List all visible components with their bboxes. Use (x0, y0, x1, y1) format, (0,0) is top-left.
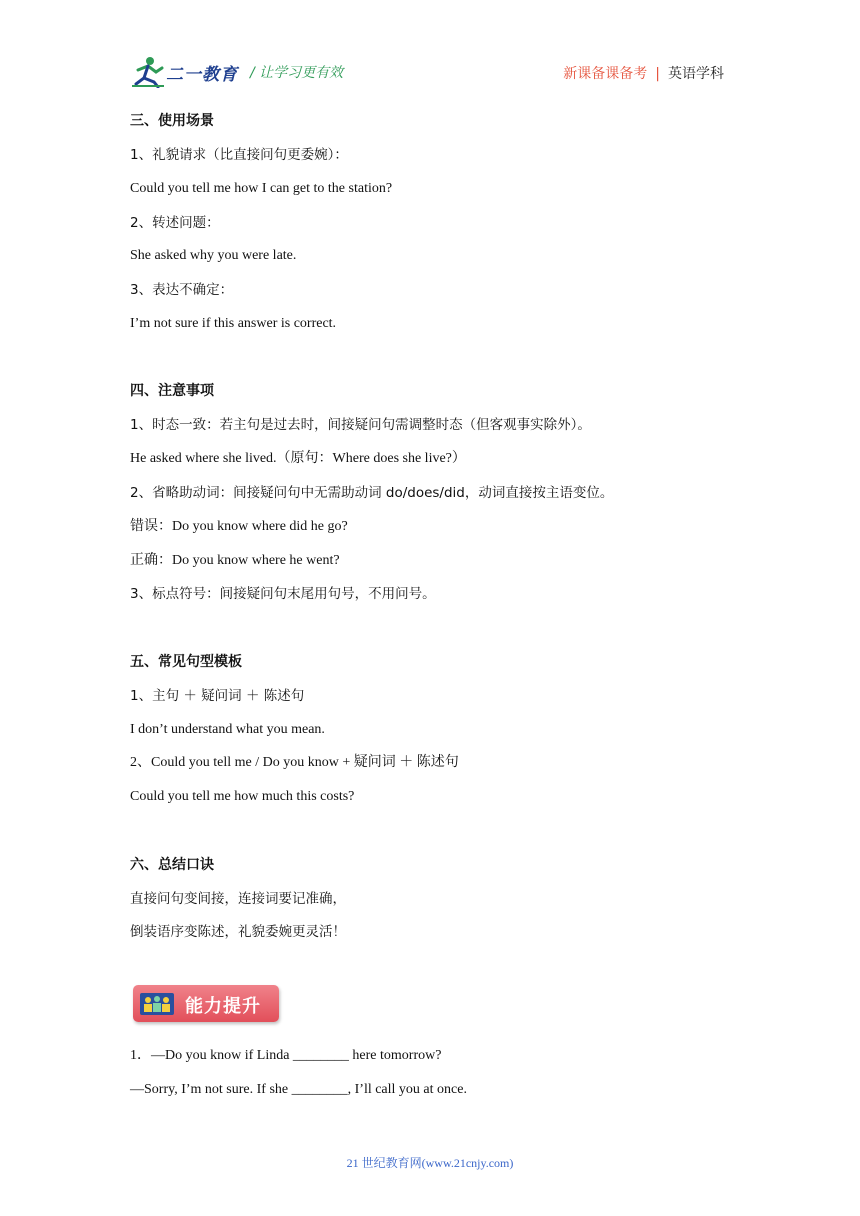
text-line: 2、省略助动词：间接疑问句中无需助动词 do/does/did，动词直接按主语变位。 (130, 485, 614, 501)
runner-logo-icon (130, 56, 166, 88)
exercise-question: —Sorry, I’m not sure. If she ________, I’ll call you at once. (130, 1082, 467, 1097)
text-line: 3、表达不确定： (130, 282, 234, 298)
text-line: 2、转述问题： (130, 215, 220, 231)
text-line: 1、时态一致：若主句是过去时，间接疑问句需调整时态（但客观事实除外）。 (130, 417, 591, 433)
section-heading: 五、常见句型模板 (130, 654, 242, 670)
section-heading: 四、注意事项 (130, 383, 214, 399)
logo-text: 二一教育 (166, 65, 238, 85)
course-label: 新课备课备考 (563, 66, 648, 82)
header-separator: | (655, 66, 660, 82)
page-footer: 21 世纪教育网(www.21cnjy.com) (346, 1156, 514, 1170)
slogan: / 让学习更有效 (250, 65, 344, 81)
example-sentence: He asked where she lived.（原句：Where does she live?） (130, 451, 466, 466)
people-icon (140, 993, 174, 1015)
exercise-question: 1．—Do you know if Linda ________ here tomorrow? (130, 1048, 442, 1063)
text-line: 1、主句 ＋ 疑问词 ＋ 陈述句 (130, 688, 305, 704)
banner-label: 能力提升 (185, 996, 261, 1017)
section-heading: 六、总结口诀 (130, 857, 214, 873)
text-line: 3、标点符号：间接疑问句末尾用句号，不用问号。 (130, 586, 436, 602)
ability-banner (133, 985, 279, 1022)
text-line: 直接问句变间接，连接词要记准确， (130, 891, 346, 907)
example-sentence: I’m not sure if this answer is correct. (130, 316, 337, 331)
text-line: 2、Could you tell me / Do you know + 疑问词 ＋ 陈述句 (130, 755, 459, 770)
subject-label: 英语学科 (668, 66, 724, 82)
example-sentence: She asked why you were late. (130, 248, 297, 263)
section-heading: 三、使用场景 (130, 113, 214, 129)
example-sentence: 错误：Do you know where did he go? (130, 519, 348, 534)
example-sentence: 正确：Do you know where he went? (130, 553, 340, 568)
text-line: 倒装语序变陈述，礼貌委婉更灵活！ (130, 924, 346, 940)
example-sentence: Could you tell me how much this costs? (130, 789, 355, 804)
header-right (563, 63, 724, 83)
page-header (0, 0, 860, 100)
example-sentence: I don’t understand what you mean. (130, 722, 325, 737)
example-sentence: Could you tell me how I can get to the station? (130, 181, 393, 196)
logo (130, 56, 250, 88)
text-line: 1、礼貌请求（比直接问句更委婉）： (130, 147, 348, 163)
